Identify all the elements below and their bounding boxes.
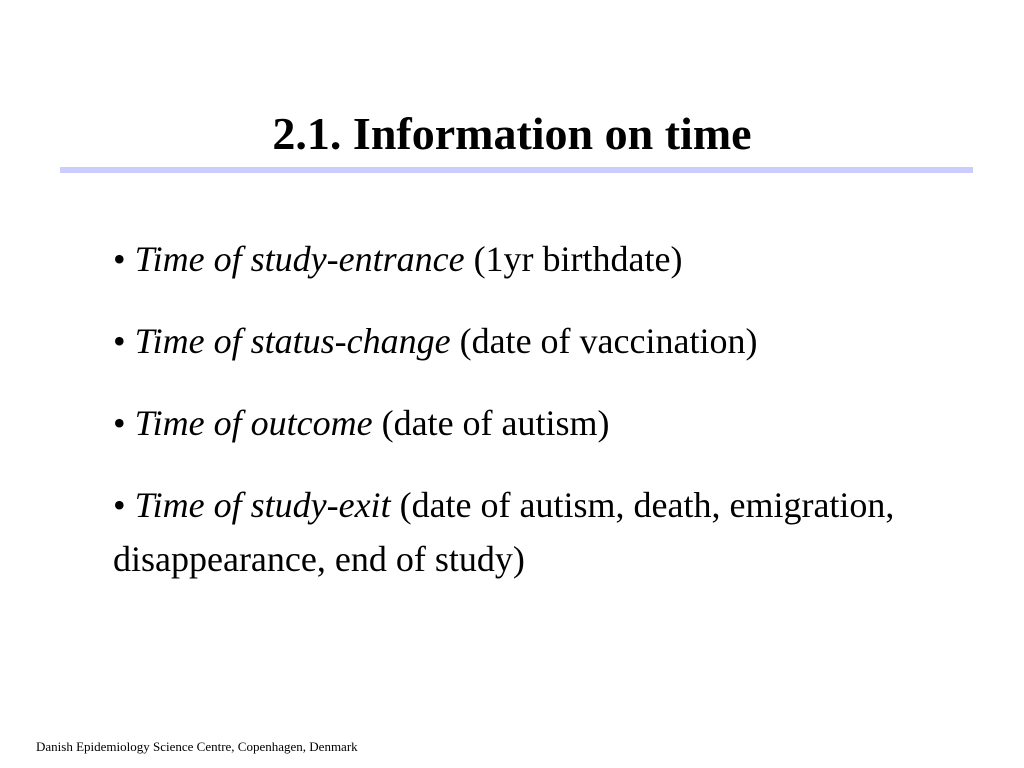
bullet-item-outcome: [113, 396, 973, 450]
title-underline-divider: [60, 167, 973, 173]
slide-title: 2.1. Information on time: [272, 108, 752, 159]
bullet-marker: •: [113, 321, 126, 361]
bullet-detail: (date of autism): [381, 403, 610, 443]
footer-institution: Danish Epidemiology Science Centre, Copenhagen, Denmark: [36, 739, 358, 754]
bullet-term: Time of outcome: [134, 403, 373, 443]
bullet-marker: •: [113, 403, 126, 443]
bullet-marker: •: [113, 239, 126, 279]
bullet-detail: (date of vaccination): [459, 321, 758, 361]
bullet-marker: •: [113, 485, 126, 525]
bullet-item-study-entrance: [113, 232, 973, 286]
bullet-detail: (1yr birthdate): [473, 239, 683, 279]
bullet-term: Time of study-entrance: [134, 239, 465, 279]
bullet-detail: (date of autism, death, emigration, disappearance, end of study): [113, 485, 895, 579]
bullet-term: Time of study-exit: [134, 485, 391, 525]
bullet-item-status-change: [113, 314, 973, 368]
bullet-term: Time of status-change: [134, 321, 451, 361]
bullet-item-study-exit: [113, 478, 973, 586]
bullet-list: [113, 232, 973, 586]
